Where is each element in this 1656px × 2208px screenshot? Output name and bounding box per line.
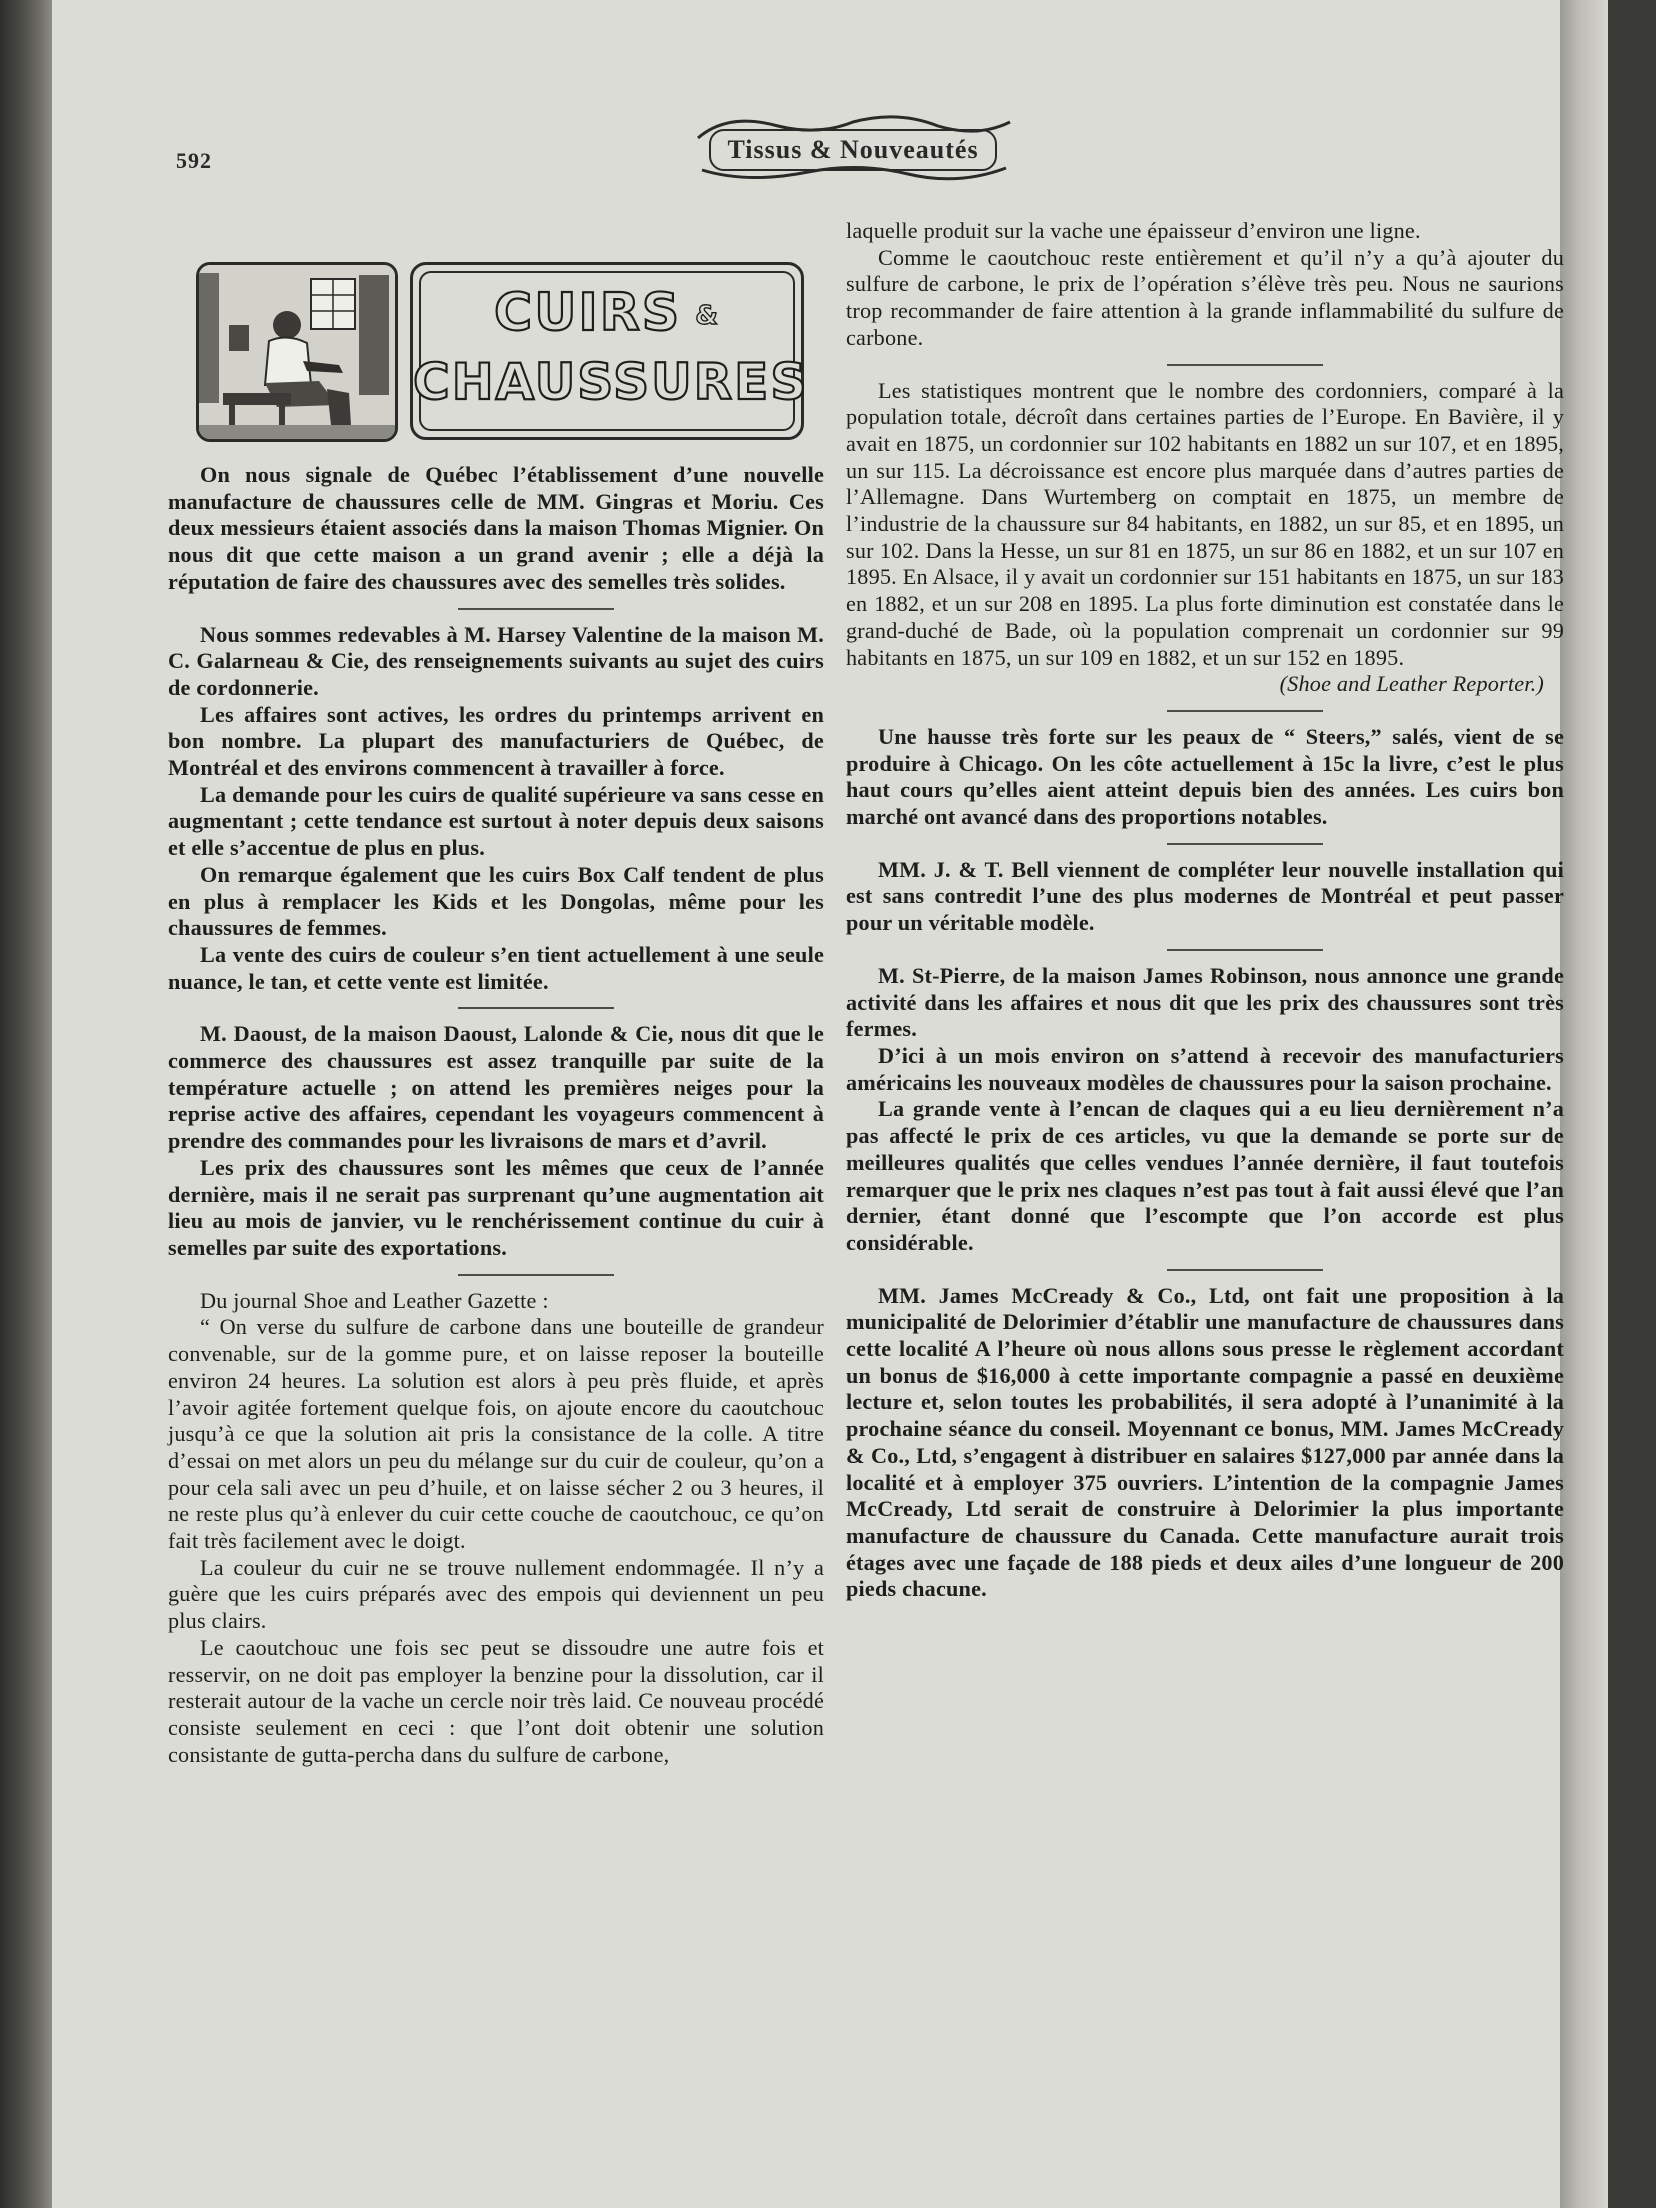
article-paragraph: La demande pour les cuirs de qualité supérieure va sans cesse en augmentant ; cette tendance est surtout à noter depuis deux saisons et elle s’accentue de plus en plus. (168, 781, 824, 861)
scanned-page (52, 0, 1608, 2208)
article-paragraph: La grande vente à l’encan de claques qui a eu lieu dernièrement n’a pas affecté le prix de ces articles, vu que la demande se porte sur de meilleures qualités que celles vendues l’année dernière, il faut toutefois remarquer que le prix nes claques n’est pas tout à fait aussi élevé que l’an dernier, étant donné que l’escompte que l’on accorde est plus considérable. (846, 1096, 1564, 1255)
section-divider (1167, 949, 1323, 951)
book-spine (0, 0, 52, 2208)
section-divider (458, 608, 614, 610)
section-header (196, 262, 848, 442)
section-title-line1 (413, 283, 801, 343)
section-divider (1167, 843, 1323, 845)
section-divider (1167, 710, 1323, 712)
section-divider (1167, 1269, 1323, 1271)
masthead-logo-graphic (688, 108, 1018, 188)
article-paragraph: Une hausse très forte sur les peaux de “ Steers,” salés, vient de se produire à Chicago. On les côte actuellement à 15c la livre, c’est le plus haut cours qu’elles aient atteint depuis bien des années. Les cuirs bon marché ont avancé dans des proportions notables. (846, 723, 1564, 830)
page-number: 592 (176, 148, 212, 173)
article-paragraph: Le caoutchouc une fois sec peut se dissoudre une autre fois et resservir, on ne doit pas employer la benzine pour la dissolution, car il resterait autour de la vache un cercle noir très laid. Ce nouveau procédé consiste seulement en ceci : que l’ont doit obtenir une solution consistante de gutta-percha dans du sulfure de carbone, (168, 1634, 824, 1767)
article-paragraph: On remarque également que les cuirs Box Calf tendent de plus en plus à remplacer les Kids et les Dongolas, même pour les chaussures de femmes. (168, 861, 824, 941)
article-paragraph: Comme le caoutchouc reste entièrement et qu’il n’y a qu’à ajouter du sulfure de carbone, le prix de l’opération s’élève très peu. Nous ne saurions trop recommander de faire attention à la grande inflammabilité du sulfure de carbone. (846, 244, 1564, 350)
article-paragraph: Les affaires sont actives, les ordres du printemps arrivent en bon nombre. La plupart des manufacturiers de Québec, de Montréal et des environs commencent à travailler à force. (168, 701, 824, 781)
article-paragraph: Les prix des chaussures sont les mêmes que ceux de l’année dernière, mais il ne serait pas surprenant qu’une augmentation ait lieu au mois de janvier, vu le renchérissement continue du cuir à semelles par suite des exportations. (168, 1154, 824, 1260)
section-divider (458, 1274, 614, 1276)
article-paragraph: M. St-Pierre, de la maison James Robinson, nous annonce une grande activité dans les affaires et nous dit que les prix des chaussures sont très fermes. (846, 962, 1564, 1042)
page-edge-shadow (1560, 0, 1608, 2208)
right-column (846, 218, 1564, 1603)
article-paragraph: Du journal Shoe and Leather Gazette : (200, 1287, 549, 1313)
section-title-line2: CHAUSSURES (413, 353, 809, 411)
article-paragraph: MM. J. & T. Bell viennent de compléter leur nouvelle installation qui est sans contredit l’une des plus modernes de Montréal et peut passer pour un véritable modèle. (846, 856, 1564, 936)
article-paragraph: laquelle produit sur la vache une épaisseur d’environ une ligne. (846, 218, 1421, 243)
article-paragraph: Les statistiques montrent que le nombre des cordonniers, comparé à la population totale, décroît dans certaines parties de l’Europe. En Bavière, il y avait en 1875, un cordonnier sur 102 habitants en 1882 un sur 107, et en 1895, un sur 115. La décroissance est encore plus marquée dans d’autres parties de l’Allemagne. Dans Wurtemberg on comptait en 1875, un membre de l’industrie de la chaussure sur 84 habitants, en 1882, un sur 85, et en 1895, un sur 102. Dans la Hesse, un sur 81 en 1875, un sur 86 en 1882, et un sur 107 en 1895. En Alsace, il y avait un cordonnier sur 151 habitants en 1875, un sur 183 en 1882, et un sur 208 en 1895. La plus forte diminution est constatée dans le grand-duché de Bade, où la population comprenait un cordonnier sur 99 habitants en 1875, un sur 109 en 1882, et un sur 152 en 1895. (846, 377, 1564, 670)
cobbler-scene-graphic (199, 265, 395, 439)
masthead-logo (688, 108, 1018, 188)
cobbler-illustration (196, 262, 398, 442)
article-paragraph: Nous sommes redevables à M. Harsey Valentine de la maison M. C. Galarneau & Cie, des renseignements suivants au sujet des cuirs de cordonnerie. (168, 621, 824, 700)
article-paragraph: “ On verse du sulfure de carbone dans une bouteille de grandeur convenable, sur de la gomme pure, et on laisse reposer la bouteille environ 24 heures. La solution est alors à peu près fluide, et après l’avoir agitée fortement quelque fois, on ajoute encore du caoutchouc jusqu’à ce que la solution ait pris la consistance de la colle. A titre d’essai on met alors un peu du mélange sur du cuir de couleur, qu’on a pour cela sali avec un peu d’huile, et on laisse sécher 2 ou 3 heures, il ne reste plus qu’à enlever du cuir cette couche de caoutchouc, ce qu’on fait très facilement avec le doigt. (168, 1314, 824, 1554)
title-ampersand: & (695, 301, 720, 331)
left-column (168, 462, 824, 1768)
article-paragraph: La vente des cuirs de couleur s’en tient actuellement à une seule nuance, le tan, et cette vente est limitée. (168, 941, 824, 994)
article-paragraph: La couleur du cuir ne se trouve nullement endommagée. Il n’y a guère que les cuirs préparés avec des empois qui deviennent un peu plus clairs. (168, 1554, 824, 1634)
section-title-box (410, 262, 809, 440)
title-word-cuirs: CUIRS (494, 283, 682, 343)
article-paragraph: On nous signale de Québec l’établissement d’une nouvelle manufacture de chaussures celle de MM. Gingras et Moriu. Ces deux messieurs étaient associés dans la maison Thomas Mignier. On nous dit que cette maison a un grand avenir ; elle a déjà la réputation de faire des chaussures avec des semelles très solides. (168, 462, 824, 594)
section-divider (1167, 364, 1323, 366)
article-paragraph: MM. James McCready & Co., Ltd, ont fait une proposition à la municipalité de Delorimier d’établir une manufacture de chaussures dans cette localité A l’heure où nous allons sous presse le règlement accordant un bonus de $16,000 à cette importante compagnie a passé en deuxième lecture et, selon toutes les probabilités, il sera adopté à l’unanimité à la prochaine séance du conseil. Moyennant ce bonus, MM. James McCready & Co., Ltd, s’engagent à distribuer en salaires $127,000 par année dans la localité et à employer 375 ouvriers. L’intention de la compagnie James McCready, Ltd serait de construire à Delorimier la plus importante manufacture de chaussure du Canada. Cette manufacture aurait trois étages avec une façade de 188 pieds et deux ailes d’une longueur de 200 pieds chacune. (846, 1282, 1564, 1602)
masthead-lettering: Tissus & Nouveautés (727, 135, 979, 164)
article-paragraph: M. Daoust, de la maison Daoust, Lalonde & Cie, nous dit que le commerce des chaussures est assez tranquille par suite de la température actuelle ; on attend les premières neiges pour la reprise active des affaires, cependant les voyageurs commencent à prendre des commandes pour les livraisons de mars et d’avril. (168, 1021, 824, 1154)
article-paragraph: D’ici à un mois environ on s’attend à recevoir des manufacturiers américains les nouveaux modèles de chaussures pour la saison prochaine. (846, 1042, 1564, 1095)
section-divider (458, 1007, 614, 1009)
source-citation: (Shoe and Leather Reporter.) (1279, 671, 1544, 697)
